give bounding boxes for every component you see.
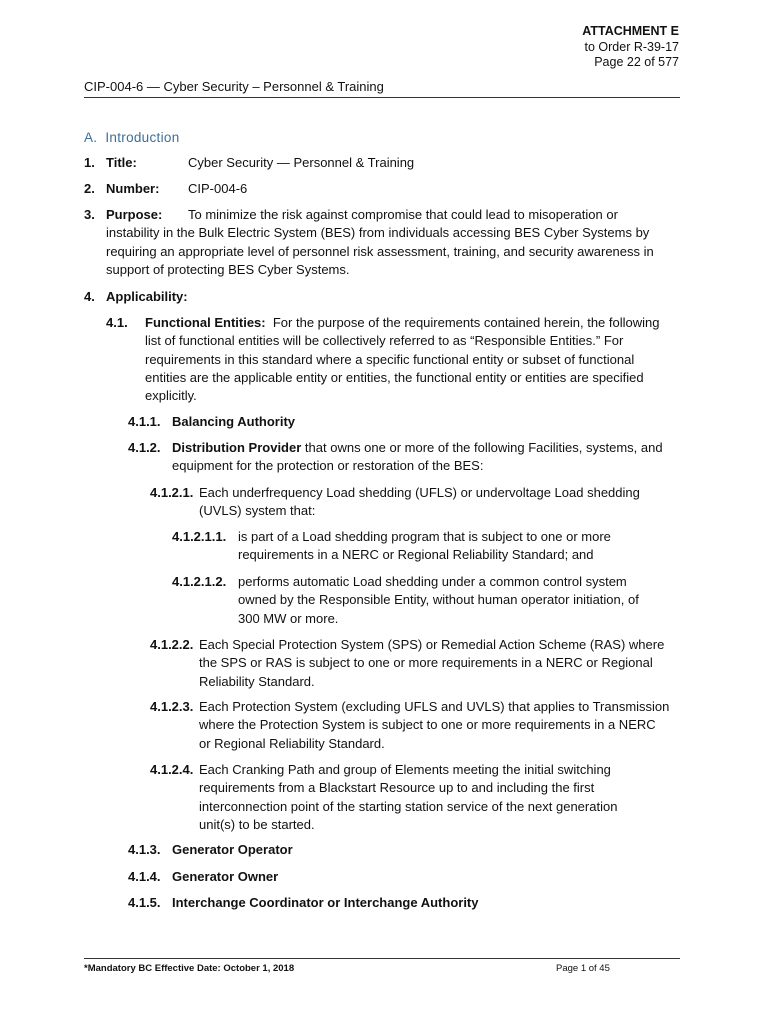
ufls-a-line: requirements in a NERC or Regional Reliability Standard; and [238,547,594,563]
attachment-header [582,24,679,71]
purpose-line: support of protecting BES Cyber Systems. [106,261,350,277]
footer-page-number: Page 1 of 45 [556,963,610,974]
item-number: 4.1.2.2. [150,637,194,652]
distribution-line: equipment for the protection or restoration of the BES: [172,458,484,474]
ufls-line: (UVLS) system that: [199,503,316,519]
header-divider [84,97,680,98]
sps-line: Each Special Protection System (SPS) or Remedial Action Scheme (RAS) where [199,637,665,652]
item-number: 4. [84,289,95,304]
ufls-line: Each underfrequency Load shedding (UFLS) or undervoltage Load shedding [199,485,640,500]
item-number: 2. [84,181,95,196]
item-label: Generator Owner [172,869,279,884]
item-number: 4.1.2. [128,440,161,455]
attachment-line-1: ATTACHMENT E [582,24,679,38]
cranking-line: interconnection point of the starting station service of the next generation [199,798,618,814]
item-value: CIP-004-6 [188,181,248,196]
section-title: Introduction [105,130,180,145]
ufls-a-line: is part of a Load shedding program that is subject to one or more [238,529,611,544]
purpose-line: instability in the Bulk Electric System (BES) from individuals accessing BES Cyber Systems by [106,225,650,241]
item-value: Cyber Security — Personnel & Training [188,155,415,170]
functional-line: entities are the applicable entity or entities, the functional entity or entities are specified [145,369,644,385]
cranking-line: unit(s) to be started. [199,816,315,832]
protection-line: where the Protection System is subject to one or more requirements in a NERC [199,717,656,733]
item-number: 4.1.3. [128,842,161,857]
protection-line: or Regional Reliability Standard. [199,735,385,751]
attachment-line-2: to Order R-39-17 [584,39,679,54]
ufls-b-line: owned by the Responsible Entity, without human operator initiation, of [238,592,639,608]
item-label: Purpose: [106,207,163,222]
item-label: Interchange Coordinator or Interchange Authority [172,895,479,910]
item-label: Balancing Authority [172,414,296,429]
purpose-line: To minimize the risk against compromise that could lead to misoperation or [188,207,618,222]
ufls-b-line: performs automatic Load shedding under a common control system [238,574,627,589]
item-number: 4.1.1. [128,414,161,429]
functional-line: requirements in this standard where a specific functional entity or subset of functional [145,351,635,367]
cranking-line: requirements from a Blackstart Resource up to and including the first [199,780,595,796]
document-title: CIP-004-6 — Cyber Security – Personnel & Training [84,79,384,94]
item-number: 1. [84,155,95,170]
item-label: Distribution Provider [172,440,302,455]
item-number: 4.1.2.3. [150,699,194,714]
item-number: 4.1.2.1.2. [172,574,227,589]
attachment-line-3: Page 22 of 577 [594,55,679,69]
item-label: Applicability: [106,289,188,304]
item-number: 4.1.2.4. [150,762,194,777]
protection-line: Each Protection System (excluding UFLS and UVLS) that applies to Transmission [199,699,670,714]
footer-divider [84,958,680,959]
item-number: 4.1.4. [128,869,161,884]
item-label: Generator Operator [172,842,293,857]
item-number: 4.1.2.1.1. [172,529,227,544]
section-heading [84,130,180,145]
distribution-line: that owns one or more of the following Facilities, systems, and [304,440,663,455]
item-number: 3. [84,207,95,222]
functional-line: list of functional entities will be collectively referred to as “Responsible Entities.” For [145,333,624,349]
section-letter: A. [84,130,98,145]
item-number: 4.1. [106,315,128,330]
purpose-line: requiring an appropriate level of personnel risk assessment, training, and security awareness in [106,243,654,259]
item-label: Functional Entities: [145,315,266,330]
functional-line: explicitly. [145,388,197,404]
cranking-line: Each Cranking Path and group of Elements meeting the initial switching [199,762,611,777]
item-number: 4.1.5. [128,895,161,910]
item-number: 4.1.2.1. [150,485,194,500]
sps-line: Reliability Standard. [199,673,315,689]
item-label: Number: [106,181,160,196]
item-label: Title: [106,155,137,170]
functional-line: For the purpose of the requirements contained herein, the following [272,315,660,330]
footer-effective-date: *Mandatory BC Effective Date: October 1, 2018 [84,963,295,974]
ufls-b-line: 300 MW or more. [238,610,339,626]
sps-line: the SPS or RAS is subject to one or more requirements in a NERC or Regional [199,655,653,671]
